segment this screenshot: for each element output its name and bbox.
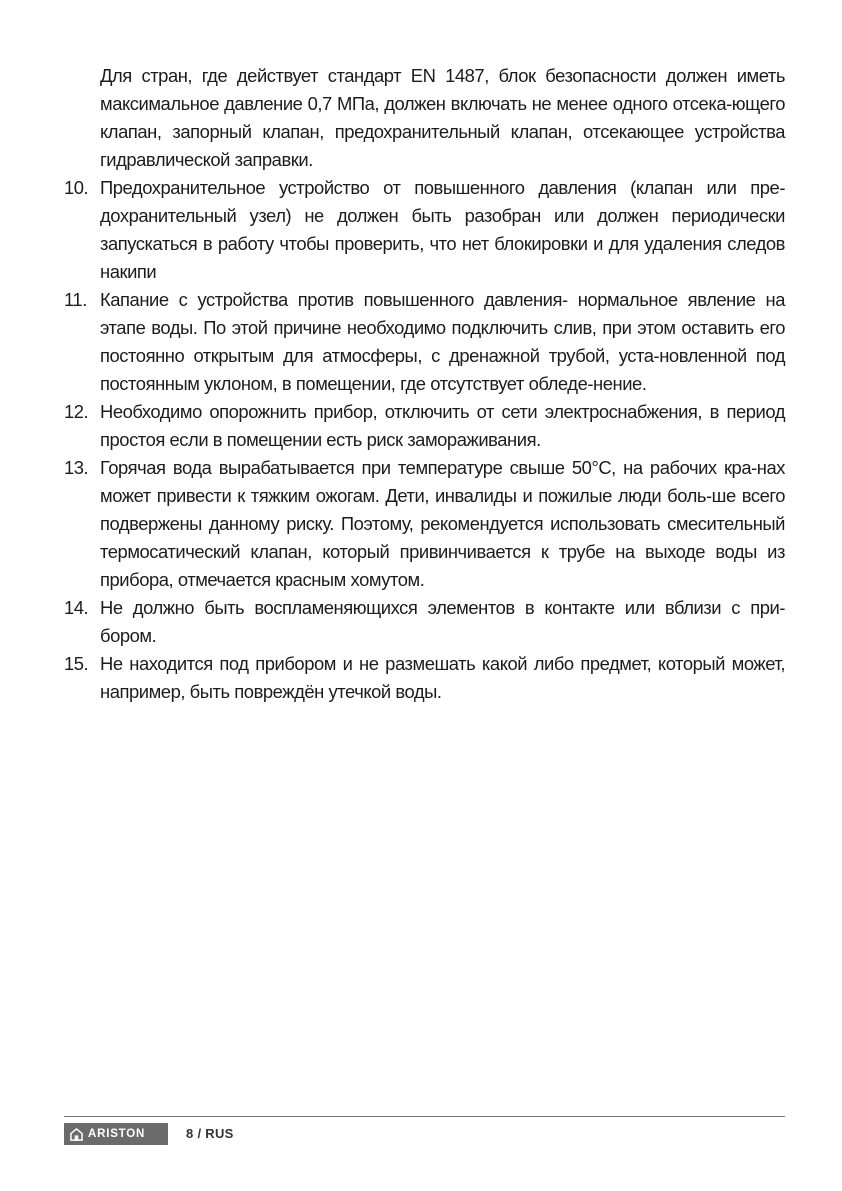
list-item — [64, 594, 785, 650]
list-item-text: Необходимо опорожнить прибор, отключить от сети электроснабжения, в период простоя если в помещении есть риск замораживания. — [100, 401, 785, 450]
brand-logo — [64, 1123, 168, 1145]
list-item — [64, 454, 785, 594]
document-body — [64, 62, 785, 706]
list-item-text: Предохранительное устройство от повышенного давления (клапан или пре-дохранительный узел) не должен быть разобран или должен периодически запускаться в работу чтобы проверить, что нет блокировки и для удаления следов накипи — [100, 177, 785, 282]
list-item-number: 11. — [64, 289, 87, 310]
list-item-number: 13. — [64, 457, 89, 478]
list-item — [64, 398, 785, 454]
brand-name: ARISTON — [88, 1128, 146, 1140]
list-item-text: Не находится под прибором и не размешать какой либо предмет, который может, например, быть повреждён утечкой воды. — [100, 653, 785, 702]
list-item — [64, 650, 785, 706]
list-item — [64, 174, 785, 286]
house-logo-icon — [70, 1128, 83, 1141]
list-item-number: 14. — [64, 597, 89, 618]
list-item-text: Капание с устройства против повышенного давления- нормальное явление на этапе воды. По этой причине необходимо подключить слив, при этом оставить его постоянно открытым для атмосферы, с дренажной трубой, уста-новленной под постоянным уклоном, в помещении, где отсутствует обледе-нение. — [100, 289, 785, 394]
intro-paragraph: Для стран, где действует стандарт EN 1487, блок безопасности должен иметь максимальное давление 0,7 МПа, должен включать не менее одного отсека-ющего клапан, запорный клапан, предохранительный клапан, отсекающее устройства гидравлической заправки. — [100, 65, 785, 170]
list-item-number: 12. — [64, 401, 89, 422]
list-item — [64, 286, 785, 398]
footer-divider — [64, 1116, 785, 1117]
list-item-number: 15. — [64, 653, 89, 674]
list-item-text: Горячая вода вырабатывается при температуре свыше 50°С, на рабочих кра-нах может привести к тяжким ожогам. Дети, инвалиды и пожилые люди боль-ше всего подвержены данному риску. Поэтому, рекомендуется использовать смесительный термосатический клапан, который привинчивается к трубе на выходе воды из прибора, отмечается красным хомутом. — [100, 457, 785, 590]
page-number: 8 / RUS — [186, 1126, 234, 1141]
list-item-text: Не должно быть воспламеняющихся элементов в контакте или вблизи с при-бором. — [100, 597, 785, 646]
list-item-number: 10. — [64, 177, 89, 198]
